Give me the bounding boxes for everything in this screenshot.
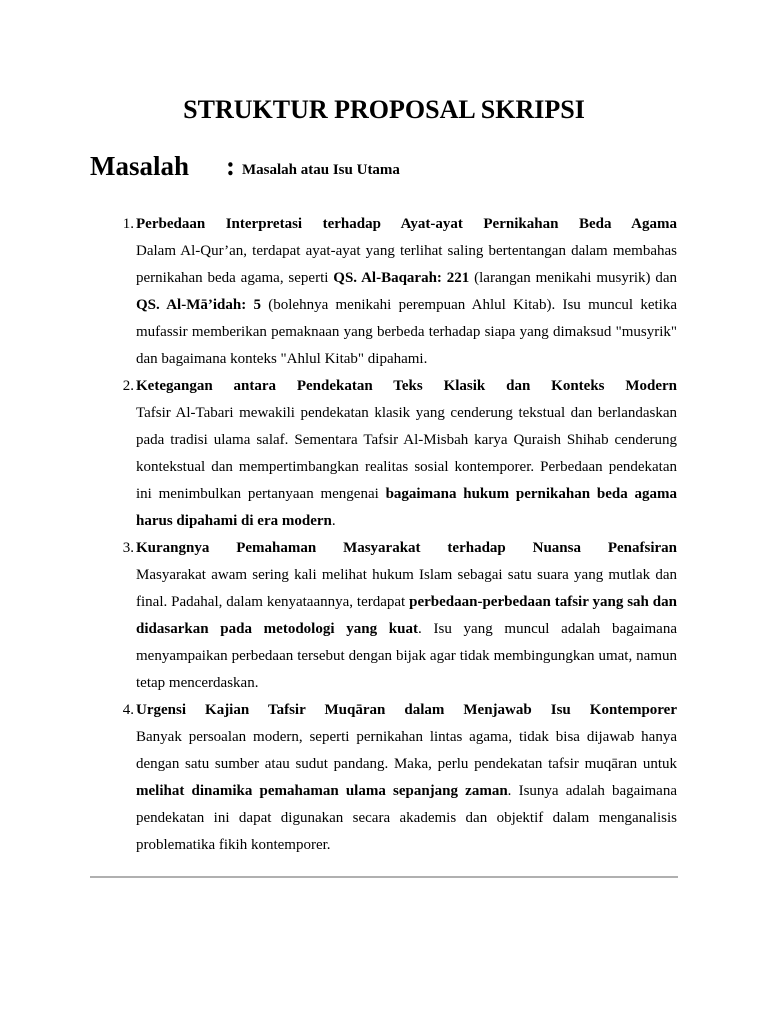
list-item: [122, 373, 678, 535]
item-body: [136, 562, 677, 697]
item-heading: Perbedaan Interpretasi terhadap Ayat-ayat Pernikahan Beda Agama: [136, 216, 677, 232]
body-bold-text: perbedaan-perbedaan tafsir yang sah dan didasarkan pada metodologi yang kuat: [136, 594, 677, 637]
body-text: Tafsir Al-Tabari mewakili pendekatan klasik yang cenderung tekstual dan berlandaskan pada tradisi ulama salaf. Sementara Tafsir Al-Misbah karya Quraish Shihab cenderung kontekstual dan mempertimbangkan realitas sosial kontemporer. Perbedaan pendekatan ini menimbulkan pertanyaan mengenai: [136, 405, 677, 502]
item-heading: Kurangnya Pemahaman Masyarakat terhadap Nuansa Penafsiran: [136, 540, 677, 556]
body-text: Banyak persoalan modern, seperti pernikahan lintas agama, tidak bisa dijawab hanya dengan satu sumber atau sudut pandang. Maka, perlu pendekatan tafsir muqāran untuk: [136, 729, 677, 772]
item-number: 3.: [122, 540, 134, 556]
item-body: [136, 400, 677, 535]
section-colon: :: [226, 151, 235, 181]
body-text: . Isunya adalah bagaimana pendekatan ini dapat digunakan secara akademis dan objektif dalam menganalisis problematika fikih kontemporer.: [136, 783, 677, 853]
item-body: [136, 724, 677, 859]
body-text: . Isu yang muncul adalah bagaimana menyampaikan perbedaan tersebut dengan bijak agar tidak membingungkan umat, namun tetap mencerdaskan.: [136, 621, 677, 691]
body-bold-text: QS. Al-Mā’idah: 5: [136, 297, 261, 313]
document-title: STRUKTUR PROPOSAL SKRIPSI: [183, 95, 585, 124]
item-number: 1.: [122, 216, 134, 232]
body-text: Dalam Al-Qur’an, terdapat ayat-ayat yang terlihat saling bertentangan dalam membahas pernikahan beda agama, seperti: [136, 243, 677, 286]
section-subtitle: Masalah atau Isu Utama: [242, 162, 400, 178]
body-bold-text: QS. Al-Baqarah: 221: [333, 270, 470, 286]
body-bold-text: melihat dinamika pemahaman ulama sepanjang zaman: [136, 783, 508, 799]
body-text: (bolehnya menikahi perempuan Ahlul Kitab). Isu muncul ketika mufassir memberikan pemaknaan yang berbeda terhadap siapa yang dimaksud "musyrik" dan bagaimana konteks "Ahlul Kitab" dipahami.: [136, 297, 677, 367]
item-number: 2.: [122, 378, 134, 394]
list-item: [122, 535, 677, 697]
body-text: (larangan menikahi musyrik) dan: [469, 270, 677, 286]
list-item: [122, 211, 677, 373]
item-body: [136, 238, 677, 373]
item-number: 4.: [122, 702, 134, 718]
horizontal-divider: [90, 876, 678, 878]
list-item: [122, 697, 677, 859]
issue-list: [122, 211, 678, 859]
section-heading: [90, 150, 690, 184]
body-text: Masyarakat awam sering kali melihat hukum Islam sebagai satu suara yang mutlak dan final. Padahal, dalam kenyataannya, terdapat: [136, 567, 677, 610]
item-heading: Ketegangan antara Pendekatan Teks Klasik dan Konteks Modern: [136, 378, 677, 394]
section-label: Masalah: [90, 151, 190, 181]
body-text: .: [331, 513, 336, 529]
body-bold-text: bagaimana hukum pernikahan beda agama harus dipahami di era modern: [136, 486, 678, 529]
item-heading: Urgensi Kajian Tafsir Muqāran dalam Menjawab Isu Kontemporer: [136, 702, 677, 718]
